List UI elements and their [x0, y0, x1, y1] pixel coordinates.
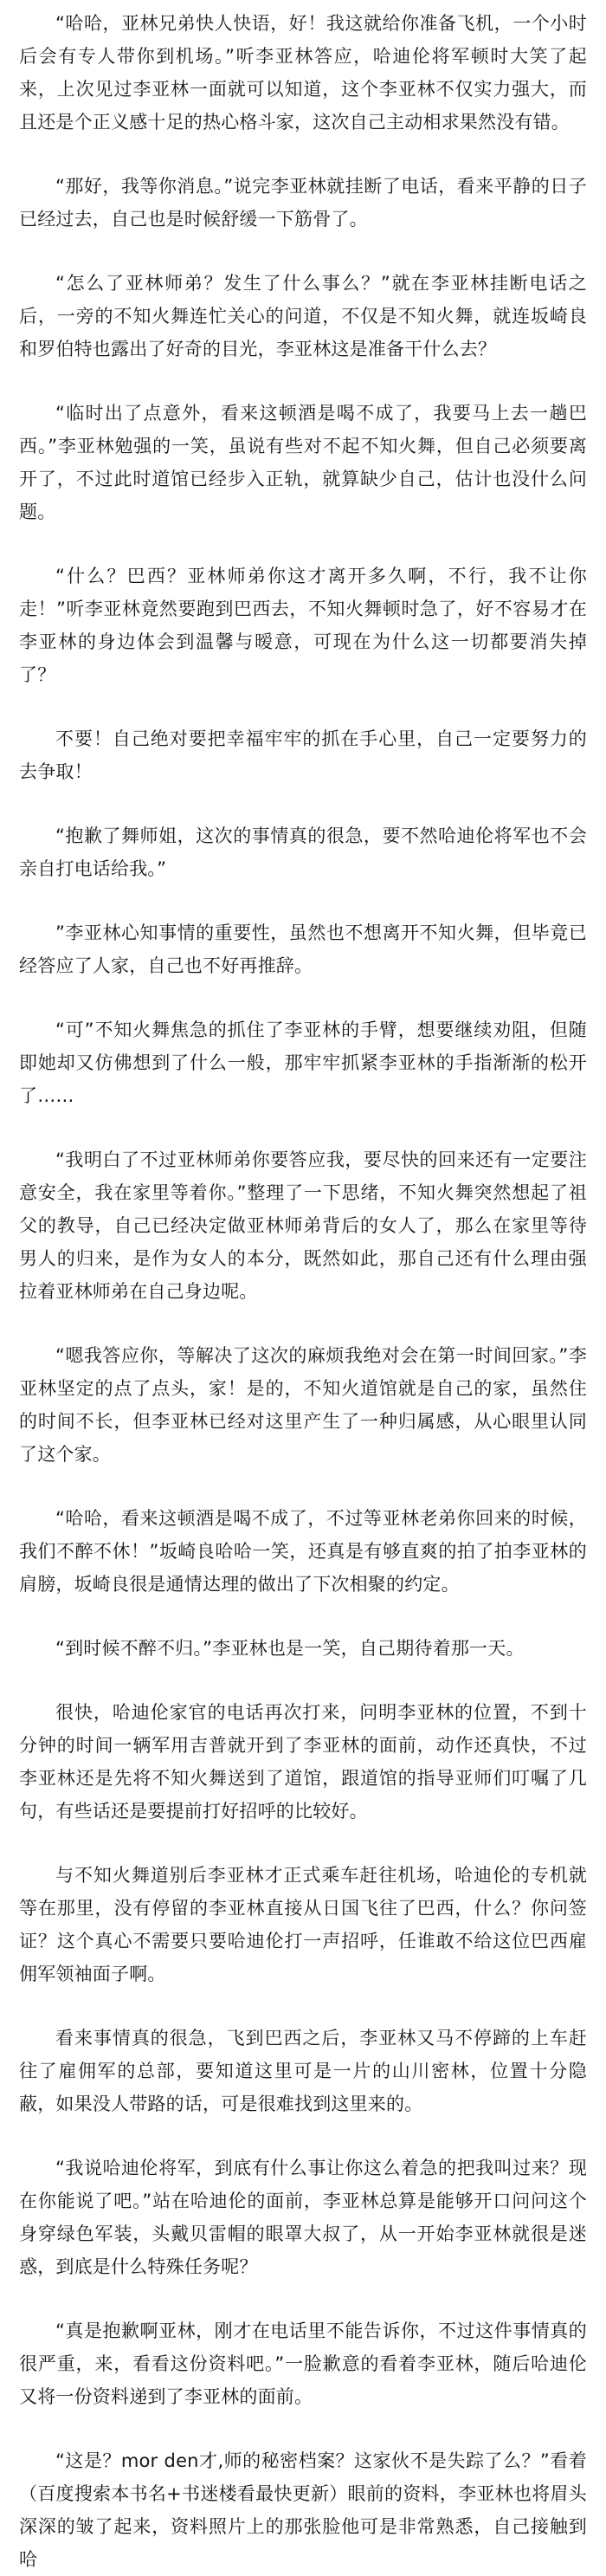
paragraph: 不要！自己绝对要把幸福牢牢的抓在手心里，自己一定要努力的去争取！: [19, 728, 587, 782]
paragraph: “什么？巴西？亚林师弟你这才离开多久啊，不行，我不让你走！”听李亚林竟然要跑到巴西去，不知火舞顿时急了，好不容易才在李亚林的身边体会到温馨与暧意，可现在为什么这一切都要消失掉了？: [19, 566, 587, 685]
paragraph: “我明白了不过亚林师弟你要答应我，要尽快的回来还有一定要注意安全，我在家里等着你。”整理了一下思绪，不知火舞突然想起了祖父的教导，自己已经决定做亚林师弟背后的女人了，那么在家里等待男人的归来，是作为女人的本分，既然如此，那自己还有什么理由强拉着亚林师弟在自己身边呢。: [19, 1149, 587, 1302]
paragraph: “怎么了亚林师弟？发生了什么事么？”就在李亚林挂断电话之后，一旁的不知火舞连忙关心的问道，不仅是不知火舞，就连坂崎良和罗伯特也露出了好奇的目光，李亚林这是准备干什么去？: [19, 273, 587, 359]
paragraph: 看来事情真的很急，飞到巴西之后，李亚林又马不停蹄的上车赶往了雇佣军的总部，要知道这里可是一片的山川密林，位置十分隐蔽，如果没人带路的话，可是很难找到这里来的。: [19, 2028, 587, 2114]
paragraph: “到时候不醉不归。”李亚林也是一笑，自己期待着那一天。: [55, 1638, 525, 1659]
paragraph: “哈哈，亚林兄弟快人快语，好！我这就给你准备飞机，一个小时后会有专人带你到机场。”听李亚林答应，哈迪伦将军顿时大笑了起来，上次见过李亚林一面就可以知道，这个李亚林不仅实力强大，而且还是个正义感十足的热心格斗家，这次自己主动相求果然没有错。: [19, 13, 587, 133]
paragraph: “我说哈迪伦将军，到底有什么事让你这么着急的把我叫过来？现在你能说了吧。”站在哈迪伦的面前，李亚林总算是能够开口问问这个身穿绿色军装，头戴贝雷帽的眼罩大叔了，从一开始李亚林就很是迷惑，到底是什么特殊任务呢？: [19, 2158, 587, 2277]
paragraph: 很快，哈迪伦家官的电话再次打来，问明李亚林的位置，不到十分钟的时间一辆军用吉普就开到了李亚林的面前，动作还真快，不过李亚林还是先将不知火舞送到了道馆，跟道馆的指导亚师们叮嘱了几句，有些话还是要提前打好招呼的比较好。: [19, 1702, 587, 1822]
paragraph: “可”不知火舞焦急的抓住了李亚林的手臂，想要继续劝阻，但随即她却又仿佛想到了什么一般，那牢牢抓紧李亚林的手指渐渐的松开了……: [19, 1019, 587, 1106]
paragraph: “这是？mor den才,师的秘密档案？这家伙不是失踪了么？”看着（百度搜索本书名+书迷楼看最快更新）眼前的资料，李亚林也将眉头深深的皱了起来，资料照片上的那张脸他可是非常熟悉，自己接触到哈: [19, 2450, 587, 2570]
paragraph: “嗯我答应你，等解决了这次的麻烦我绝对会在第一时间回家。”李亚林坚定的点了点头，家！是的，不知火道馆就是自己的家，虽然住的时间不长，但李亚林已经对这里产生了一种归属感，从心眼里认同了这个家。: [19, 1345, 587, 1465]
paragraph: ”李亚林心知事情的重要性，虽然也不想离开不知火舞，但毕竟已经答应了人家，自己也不好再推辞。: [19, 922, 587, 976]
paragraph: “临时出了点意外，看来这顿酒是喝不成了，我要马上去一趟巴西。”李亚林勉强的一笑，虽说有些对不起不知火舞，但自己必须要离开了，不过此时道馆已经步入正轨，就算缺少自己，估计也没什么问题。: [19, 403, 587, 522]
paragraph: 与不知火舞道别后李亚林才正式乘车赶往机场，哈迪伦的专机就等在那里，没有停留的李亚林直接从日国飞往了巴西，什么？你问签证？这个真心不需要只要哈迪伦打一声招呼，任谁敢不给这位巴西雇佣军领袖面子啊。: [19, 1865, 587, 1984]
paragraph: “抱歉了舞师姐，这次的事情真的很急，要不然哈迪伦将军也不会亲自打电话给我。”: [19, 825, 587, 879]
paragraph: “真是抱歉啊亚林，刚才在电话里不能告诉你，不过这件事情真的很严重，来，看看这份资料吧。”一脸歉意的看着李亚林，随后哈迪伦又将一份资料递到了李亚林的面前。: [19, 2320, 587, 2407]
paragraph: “哈哈，看来这顿酒是喝不成了，不过等亚林老弟你回来的时候，我们不醉不休！”坂崎良哈哈一笑，还真是有够直爽的拍了拍李亚林的肩膀，坂崎良很是通情达理的做出了下次相聚的约定。: [19, 1508, 587, 1595]
paragraph: “那好，我等你消息。”说完李亚林就挂断了电话，看来平静的日子已经过去，自己也是时候舒缓一下筋骨了。: [19, 176, 587, 230]
